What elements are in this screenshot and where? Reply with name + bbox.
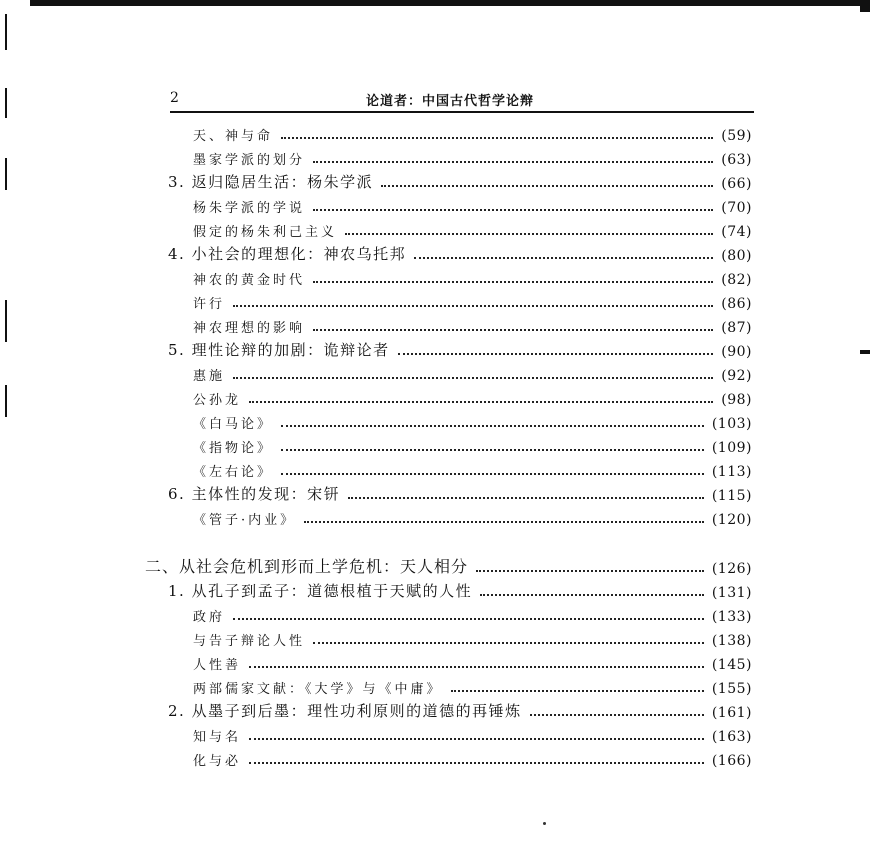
toc-entry <box>168 579 752 601</box>
dot-leader <box>249 738 704 740</box>
dot-leader <box>249 401 713 403</box>
toc-entry-page: (145) <box>711 657 752 673</box>
toc-entry <box>193 362 752 384</box>
toc-entry-title: 惠施 <box>193 369 226 384</box>
dot-leader <box>414 257 713 259</box>
toc-entry-page: (161) <box>711 705 752 721</box>
toc-entry-page: (163) <box>711 729 752 745</box>
toc-entry-title: 假定的杨朱利己主义 <box>193 225 338 240</box>
toc-entry-page: (74) <box>721 224 752 240</box>
dot-leader <box>313 161 713 163</box>
toc-entry-title: 知与名 <box>193 730 242 745</box>
toc-entry <box>193 458 752 480</box>
toc-entry-page: (87) <box>721 320 752 336</box>
dot-leader <box>313 209 713 211</box>
toc-entry <box>145 555 752 577</box>
toc-entry-page: (120) <box>711 512 752 528</box>
toc-entry <box>193 506 752 528</box>
toc-entry-page: (155) <box>711 681 752 697</box>
toc-entry <box>193 627 752 649</box>
toc-entry-page: (115) <box>711 488 752 504</box>
toc-entry-title: 政府 <box>193 610 226 625</box>
toc-entry <box>193 146 752 168</box>
toc-entry-title: 墨家学派的划分 <box>193 153 306 168</box>
toc-entry <box>193 434 752 456</box>
toc-entry-title: 3. 返归隐居生活：杨朱学派 <box>168 173 374 191</box>
dot-leader <box>249 666 704 668</box>
dot-leader <box>530 714 704 716</box>
page-number: 2 <box>170 90 179 106</box>
toc-entry-page: (82) <box>721 272 752 288</box>
toc-entry-title: 天、神与命 <box>193 129 274 144</box>
dot-leader <box>304 521 704 523</box>
dot-leader <box>233 305 713 307</box>
toc-entry-page: (138) <box>711 633 752 649</box>
dot-leader <box>476 570 704 572</box>
toc-entry-page: (86) <box>721 296 752 312</box>
toc-entry <box>193 386 752 408</box>
toc-entry-title: 化与必 <box>193 754 242 769</box>
dot-leader <box>381 185 713 187</box>
toc-entry <box>193 723 752 745</box>
running-title: 论道者：中国古代哲学论辩 <box>366 94 535 109</box>
toc-entry-page: (90) <box>721 344 752 360</box>
toc-entry-title: 许行 <box>193 297 226 312</box>
dot-leader <box>345 233 713 235</box>
toc-entry <box>193 266 752 288</box>
dot-leader <box>281 473 704 475</box>
toc-entry <box>168 242 752 264</box>
toc-entry-title: 神农的黄金时代 <box>193 273 306 288</box>
toc-entry-title: 人性善 <box>193 658 242 673</box>
toc-entry-page: (109) <box>711 440 752 456</box>
toc-entry <box>168 170 752 192</box>
toc-entry-title: 《白马论》 <box>193 417 274 432</box>
toc-entry <box>193 747 752 769</box>
dot-leader <box>281 449 704 451</box>
toc-entry-title: 杨朱学派的学说 <box>193 201 306 216</box>
toc-entry-title: 2. 从墨子到后墨：理性功利原则的道德的再锤炼 <box>168 702 522 720</box>
toc-entry-page: (98) <box>721 392 752 408</box>
dot-leader <box>451 690 704 692</box>
toc-entry-page: (63) <box>721 152 752 168</box>
toc-entry-title: 与告子辩论人性 <box>193 634 306 649</box>
toc-entry-page: (103) <box>711 416 752 432</box>
dot-leader <box>398 353 714 355</box>
toc-entry-page: (113) <box>711 464 752 480</box>
toc-entry-title: 4. 小社会的理想化：神农乌托邦 <box>168 245 407 263</box>
toc-entry-page: (59) <box>721 128 752 144</box>
dot-leader <box>348 497 704 499</box>
dot-leader <box>249 762 704 764</box>
toc-entry <box>193 314 752 336</box>
toc-entry-page: (92) <box>721 368 752 384</box>
toc-entry <box>193 410 752 432</box>
dot-leader <box>281 425 704 427</box>
dot-leader <box>313 642 704 644</box>
toc-entry <box>193 218 752 240</box>
toc-entry <box>168 338 752 360</box>
toc-entry-page: (133) <box>711 609 752 625</box>
toc-entry-title: 《左右论》 <box>193 465 274 480</box>
toc-entry-title: 6. 主体性的发现：宋钘 <box>168 485 341 503</box>
dot-leader <box>313 329 713 331</box>
toc-entry <box>193 675 752 697</box>
toc-entry-title: 1. 从孔子到孟子：道德根植于天赋的人性 <box>168 582 473 600</box>
toc-entry <box>193 651 752 673</box>
toc-entry-page: (70) <box>721 200 752 216</box>
toc-entry <box>193 194 752 216</box>
toc-entry-title: 《指物论》 <box>193 441 274 456</box>
toc-entry-title: 5. 理性论辩的加剧：诡辩论者 <box>168 341 390 359</box>
toc-entry <box>168 699 752 721</box>
toc-entry <box>168 482 752 504</box>
dot-leader <box>281 137 713 139</box>
toc-entry-title: 二、从社会危机到形而上学危机：天人相分 <box>145 557 469 576</box>
dot-leader <box>313 281 713 283</box>
dot-leader <box>480 594 704 596</box>
dot-leader <box>233 377 713 379</box>
toc-entry-title: 神农理想的影响 <box>193 321 306 336</box>
toc-entry-page: (126) <box>711 561 752 577</box>
toc-entry-page: (66) <box>721 176 752 192</box>
toc-entry-title: 公孙龙 <box>193 393 242 408</box>
toc-entry-page: (166) <box>711 753 752 769</box>
toc-entry-page: (131) <box>711 585 752 601</box>
toc-entry-title: 《管子·内业》 <box>193 513 297 528</box>
toc-entry-title: 两部儒家文献：《大学》与《中庸》 <box>193 682 443 697</box>
toc-entry-page: (80) <box>721 248 752 264</box>
toc-entry <box>193 122 752 144</box>
dot-leader <box>233 618 704 620</box>
toc-entry <box>193 290 752 312</box>
toc-entry <box>193 603 752 625</box>
